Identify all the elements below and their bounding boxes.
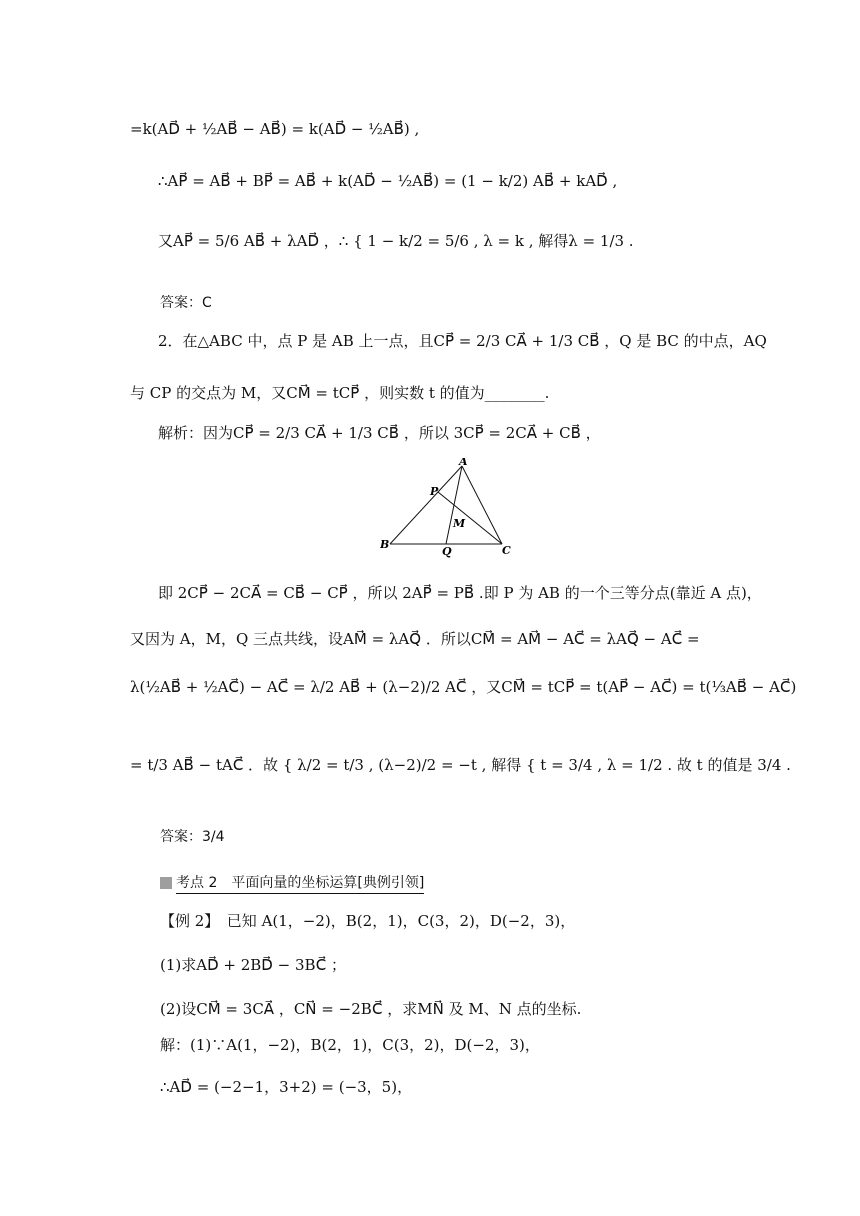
triangle-diagram [380,458,520,558]
edge-AC [462,466,502,544]
example-2-part-2: (2)设CM⃗ = 3CA⃗ ，CN⃗ = −2BC⃗ ，求MN⃗ 及 M、N 点的坐标. [160,1000,582,1018]
section-heading [160,872,424,894]
triangle-figure [380,458,520,562]
derivation-line-3: 又AP⃗ = 5/6 AB⃗ + λAD⃗ ，∴ { 1 − k/2 = 5/6 , λ = k , 解得λ = 1/3 . [158,232,634,250]
example-2-solution-2: ∴AD⃗ = (−2−1，3+2) = (−3，5)， [160,1078,413,1096]
solution-line-1: 解析：因为CP⃗ = 2/3 CA⃗ + 1/3 CB⃗ ，所以 3CP⃗ = 2CA⃗ + CB⃗ ， [158,424,601,442]
answer-1: 答案：C [160,295,212,311]
example-2-header: 【例 2】 已知 A(1，−2)，B(2，1)，C(3，2)，D(−2，3)， [160,912,576,930]
segment-AQ [446,466,462,544]
solution-line-5: = t/3 AB⃗ − tAC⃗ ．故 { λ/2 = t/3 , (λ−2)/2 = −t , 解得 { t = 3/4 , λ = 1/2 . 故 t 的值是 3/4 . [130,756,791,774]
label-M: M [453,517,466,530]
edge-BA [390,466,462,544]
label-A: A [459,458,468,468]
question-2-line-1: 2．在△ABC 中，点 P 是 AB 上一点，且CP⃗ = 2/3 CA⃗ + 1/3 CB⃗ ，Q 是 BC 的中点，AQ [158,332,767,350]
derivation-line-1: =k(AD⃗ + ½AB⃗ − AB⃗) = k(AD⃗ − ½AB⃗) , [130,120,420,138]
section-title: 考点 2 平面向量的坐标运算[典例引领] [176,872,424,894]
solution-line-4: λ(½AB⃗ + ½AC⃗) − AC⃗ = λ/2 AB⃗ + (λ−2)/2 AC⃗ ，又CM⃗ = tCP⃗ = t(AP⃗ − AC⃗) = t(⅓AB⃗ − AC⃗) [130,678,797,696]
example-2-solution-1: 解：(1)∵A(1，−2)，B(2，1)，C(3，2)，D(−2，3)， [160,1036,540,1054]
solution-line-2: 即 2CP⃗ − 2CA⃗ = CB⃗ − CP⃗ ，所以 2AP⃗ = PB⃗ .即 P 为 AB 的一个三等分点(靠近 A 点)， [158,584,762,602]
label-B: B [380,538,390,551]
section-marker-icon [160,877,172,889]
label-P: P [430,485,439,498]
question-2-line-2: 与 CP 的交点为 M，又CM⃗ = tCP⃗ ，则实数 t 的值为________. [130,384,550,402]
label-C: C [502,544,511,557]
derivation-line-2: ∴AP⃗ = AB⃗ + BP⃗ = AB⃗ + k(AD⃗ − ½AB⃗) = (1 − k/2) AB⃗ + kAD⃗ , [158,172,618,190]
label-Q: Q [442,545,452,558]
answer-2: 答案：3/4 [160,829,225,845]
example-2-part-1: (1)求AD⃗ + 2BD⃗ − 3BC⃗ ； [160,956,347,974]
solution-line-3: 又因为 A，M，Q 三点共线，设AM⃗ = λAQ⃗ ．所以CM⃗ = AM⃗ − AC⃗ = λAQ⃗ − AC⃗ = [130,630,700,648]
